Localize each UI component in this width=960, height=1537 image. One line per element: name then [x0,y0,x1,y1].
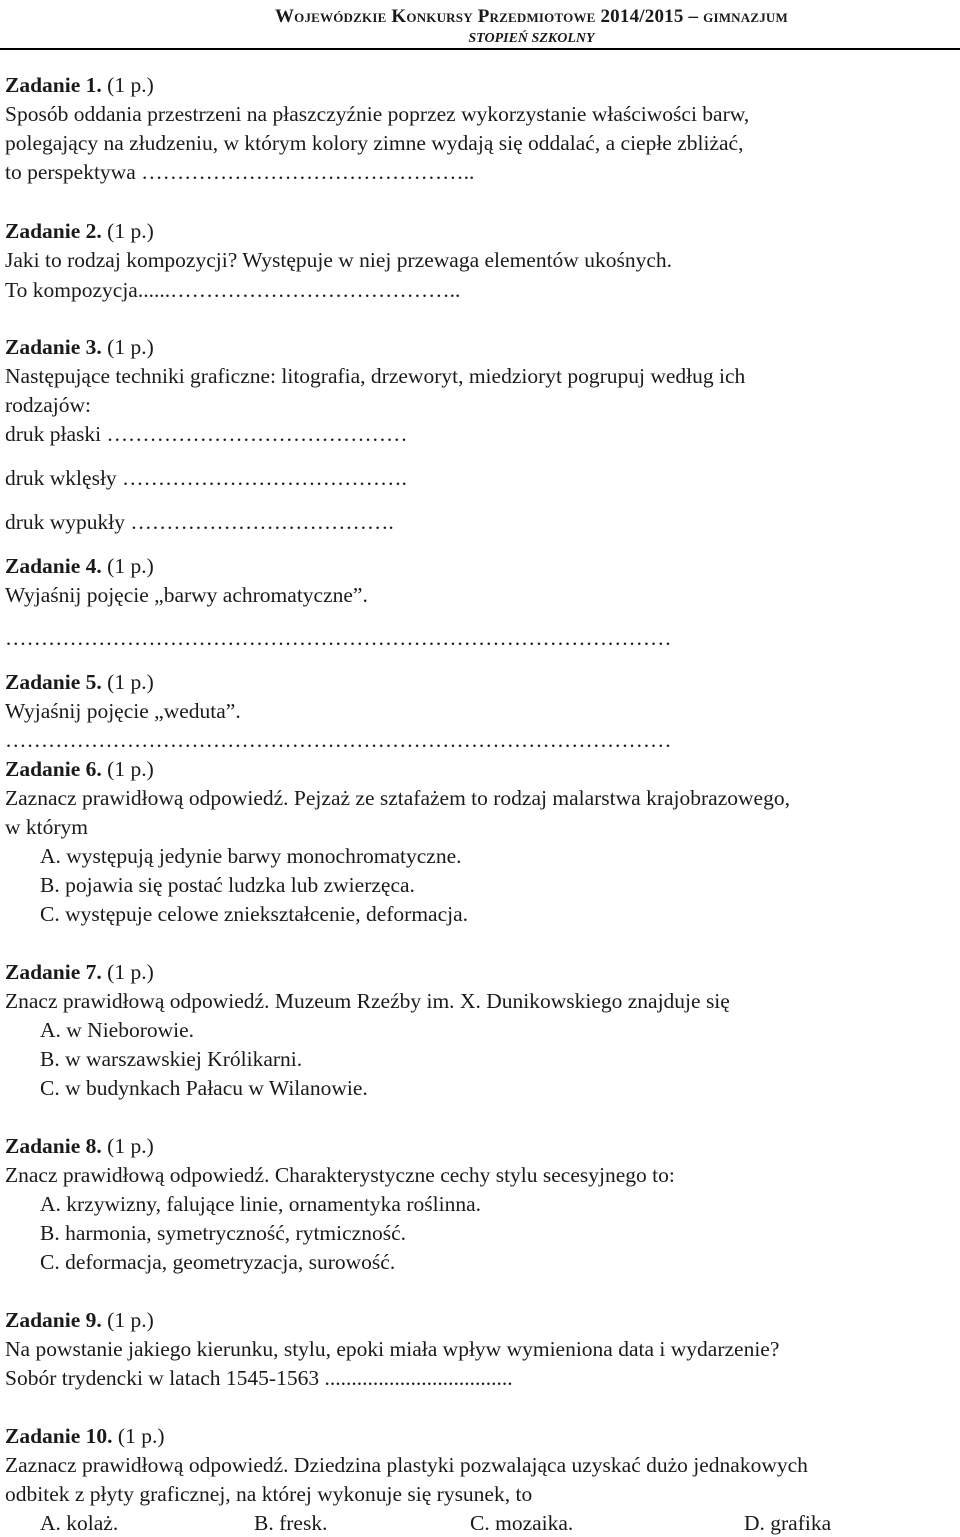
task-6-text: Zaznacz prawidłową odpowiedź. Pejzaż ze sztafażem to rodzaj malarstwa krajobrazowego, [5,786,790,810]
task-3-text: rodzajów: [5,393,91,417]
task-7-option-c[interactable]: C. w budynkach Pałacu w Wilanowie. [40,1076,368,1100]
task-3-answer-line[interactable]: druk płaski …………………………………… [5,422,408,446]
task-2-answer-line[interactable]: To kompozycja......………………………………….. [5,278,461,302]
task-7-option-b[interactable]: B. w warszawskiej Królikarni. [40,1047,303,1071]
task-7-text: Znacz prawidłową odpowiedź. Muzeum Rzeźby im. X. Dunikowskiego znajduje się [5,989,730,1013]
task-points: (1 p.) [107,960,154,984]
task-7-option-a[interactable]: A. w Nieborowie. [40,1018,195,1042]
task-1-text: Sposób oddania przestrzeni na płaszczyźnie poprzez wykorzystanie właściwości barw, [5,102,750,126]
task-2-text: Jaki to rodzaj kompozycji? Występuje w niej przewaga elementów ukośnych. [5,248,672,272]
page-header [275,6,788,50]
task-10-option-c[interactable]: C. mozaika. [470,1511,574,1535]
task-title: Zadanie 5. [5,670,102,694]
task-1-answer-line[interactable]: to perspektywa ……………………………………….. [5,160,475,184]
task-points: (1 p.) [107,670,154,694]
task-title: Zadanie 10. [5,1424,113,1448]
contest-title: Wojewódzkie Konkursy Przedmiotowe 2014/2015 – gimnazjum [274,6,788,27]
task-6-text: w którym [5,815,89,839]
task-title: Zadanie 2. [5,219,102,243]
task-6-option-a[interactable]: A. występują jedynie barwy monochromatyczne. [40,844,462,868]
task-8-option-a[interactable]: A. krzywizny, falujące linie, ornamentyka roślinna. [40,1192,481,1216]
task-4-answer-line[interactable]: ………………………………………………………………………………… [5,626,672,650]
task-3-text: Następujące techniki graficzne: litografia, drzeworyt, miedzioryt pogrupuj według ich [5,364,746,388]
task-9-answer-line[interactable]: Sobór trydencki w latach 1545-1563 ................................... [5,1366,513,1390]
task-points: (1 p.) [107,1134,154,1158]
task-10-option-b[interactable]: B. fresk. [254,1511,328,1535]
header-rule [0,48,960,50]
task-points: (1 p.) [107,1308,154,1332]
task-title: Zadanie 1. [5,73,102,97]
task-6-option-b[interactable]: B. pojawia się postać ludzka lub zwierzęca. [40,873,415,897]
task-points: (1 p.) [117,1424,165,1448]
task-6-option-c[interactable]: C. występuje celowe zniekształcenie, deformacja. [40,902,469,926]
task-8-heading [5,1133,154,1159]
task-8-option-b[interactable]: B. harmonia, symetryczność, rytmiczność. [40,1221,406,1245]
task-6-heading [5,756,154,782]
task-1-heading [5,72,154,98]
task-title: Zadanie 9. [5,1308,102,1332]
task-points: (1 p.) [107,335,154,359]
task-8-option-c[interactable]: C. deformacja, geometryzacja, surowość. [40,1250,396,1274]
task-9-text: Na powstanie jakiego kierunku, stylu, epoki miała wpływ wymieniona data i wydarzenie? [5,1337,780,1361]
task-10-text: Zaznacz prawidłową odpowiedź. Dziedzina plastyki pozwalająca uzyskać dużo jednakowych [5,1453,808,1477]
task-8-text: Znacz prawidłową odpowiedź. Charakterystyczne cechy stylu secesyjnego to: [5,1163,675,1187]
task-title: Zadanie 8. [5,1134,102,1158]
task-points: (1 p.) [107,219,154,243]
task-title: Zadanie 4. [5,554,102,578]
task-10-option-d[interactable]: D. grafika [744,1511,832,1535]
contest-stage: STOPIEŃ SZKOLNY [468,31,595,46]
task-points: (1 p.) [107,554,154,578]
task-5-heading [5,669,154,695]
task-4-heading [5,553,154,579]
task-title: Zadanie 3. [5,335,102,359]
task-9-heading [5,1307,154,1333]
task-1-text: polegający na złudzeniu, w którym kolory zimne wydają się oddalać, a ciepłe zbliżać, [5,131,744,155]
task-7-heading [5,959,154,985]
task-4-text: Wyjaśnij pojęcie „barwy achromatyczne”. [5,583,368,607]
task-title: Zadanie 7. [5,960,102,984]
task-10-text: odbitek z płyty graficznej, na której wykonuje się rysunek, to [5,1482,533,1506]
task-3-answer-line[interactable]: druk wypukły ………………………………. [5,510,394,534]
task-3-answer-line[interactable]: druk wklęsły …………………………………. [5,466,407,490]
task-5-answer-line[interactable]: ………………………………………………………………………………… [5,728,672,752]
task-10-heading [5,1423,164,1449]
task-points: (1 p.) [107,73,154,97]
task-5-text: Wyjaśnij pojęcie „weduta”. [5,699,241,723]
task-title: Zadanie 6. [5,757,102,781]
task-3-heading [5,334,154,360]
task-points: (1 p.) [107,757,154,781]
task-10-option-a[interactable]: A. kolaż. [40,1511,119,1535]
task-2-heading [5,218,154,244]
